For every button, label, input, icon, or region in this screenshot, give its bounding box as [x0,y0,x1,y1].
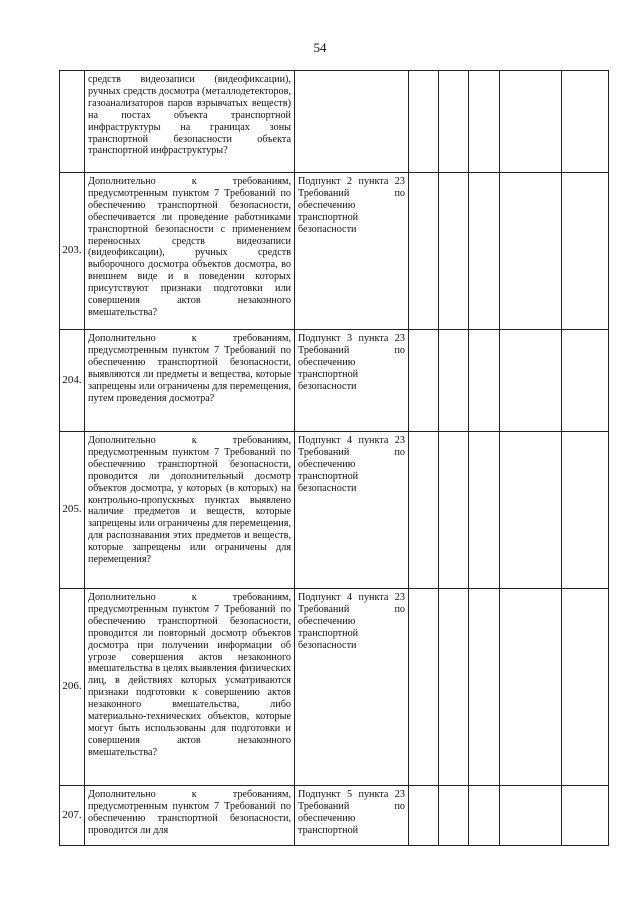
answer-yes-cell[interactable] [409,432,439,589]
requirement-text: Дополнительно к требованиям, предусмотренным пунктом 7 Требований по обеспечению транспортной безопасности, обеспечивается ли проведение работниками транспортной безопасности с применением переносных средств видеозаписи (видеофиксации), ручных средств выборочного досмотра объектов досмотра, во внешнем виде и в поведении которых присутствуют признаки подготовки или совершения актов незаконного вмешательства? [85,173,295,330]
notes-cell[interactable] [500,786,562,846]
notes-cell[interactable] [500,71,562,173]
notes-cell[interactable] [500,432,562,589]
extra-cell[interactable] [562,786,609,846]
answer-na-cell[interactable] [469,330,500,432]
answer-na-cell[interactable] [469,589,500,786]
answer-no-cell[interactable] [439,589,469,786]
answer-yes-cell[interactable] [409,173,439,330]
answer-na-cell[interactable] [469,786,500,846]
checklist-table [59,70,609,846]
answer-yes-cell[interactable] [409,786,439,846]
answer-no-cell[interactable] [439,173,469,330]
extra-cell[interactable] [562,71,609,173]
requirement-text: Дополнительно к требованиям, предусмотренным пунктом 7 Требований по обеспечению транспортной безопасности, проводится ли повторный досмотр объектов досмотра при получении информации об угрозе совершения актов незаконного вмешательства в целях выявления физических лиц, в действиях которых усматриваются признаки подготовки к совершению актов незаконного вмешательства, либо материально-технических объектов, которые могут быть использованы для подготовки и совершения актов незаконного вмешательства? [85,589,295,786]
notes-cell[interactable] [500,589,562,786]
answer-no-cell[interactable] [439,330,469,432]
answer-yes-cell[interactable] [409,71,439,173]
table-row [60,173,609,330]
page-number: 54 [313,40,327,55]
notes-cell[interactable] [500,173,562,330]
row-number [60,71,85,173]
table-row [60,589,609,786]
norm-reference: Подпункт 3 пункта 23 Требований по обеспечению транспортной безопасности [295,330,409,432]
answer-no-cell[interactable] [439,432,469,589]
requirement-text: Дополнительно к требованиям, предусмотренным пунктом 7 Требований по обеспечению транспортной безопасности, выявляются ли предметы и вещества, которые запрещены или ограничены для перемещения, путем проведения досмотра? [85,330,295,432]
answer-no-cell[interactable] [439,71,469,173]
table-row [60,432,609,589]
answer-no-cell[interactable] [439,786,469,846]
row-number: 207. [60,786,85,846]
row-number: 205. [60,432,85,589]
answer-na-cell[interactable] [469,173,500,330]
table-row [60,71,609,173]
requirement-text: Дополнительно к требованиям, предусмотренным пунктом 7 Требований по обеспечению транспортной безопасности, проводится ли для [85,786,295,846]
extra-cell[interactable] [562,589,609,786]
norm-reference [295,71,409,173]
norm-reference: Подпункт 2 пункта 23 Требований по обеспечению транспортной безопасности [295,173,409,330]
row-number: 206. [60,589,85,786]
extra-cell[interactable] [562,432,609,589]
answer-na-cell[interactable] [469,432,500,589]
table-row [60,330,609,432]
row-number: 204. [60,330,85,432]
answer-yes-cell[interactable] [409,330,439,432]
requirement-text: Дополнительно к требованиям, предусмотренным пунктом 7 Требований по обеспечению транспортной безопасности, проводится ли дополнительный досмотр объектов досмотра, у которых (в которых) на контрольно-пропускных пунктах выявлено наличие предметов и веществ, которые запрещены или ограничены для перемещения, для распознавания этих предметов и веществ, которые запрещены или ограничены для перемещения? [85,432,295,589]
extra-cell[interactable] [562,330,609,432]
norm-reference: Подпункт 5 пункта 23 Требований по обеспечению транспортной [295,786,409,846]
row-number: 203. [60,173,85,330]
extra-cell[interactable] [562,173,609,330]
table-row [60,786,609,846]
norm-reference: Подпункт 4 пункта 23 Требований по обеспечению транспортной безопасности [295,432,409,589]
answer-yes-cell[interactable] [409,589,439,786]
answer-na-cell[interactable] [469,71,500,173]
norm-reference: Подпункт 4 пункта 23 Требований по обеспечению транспортной безопасности [295,589,409,786]
notes-cell[interactable] [500,330,562,432]
requirement-text: средств видеозаписи (видеофиксации), ручных средств досмотра (металлодетекторов, газоанализаторов паров взрывчатых веществ) на постах объекта транспортной инфраструктуры на границах зоны транспортной безопасности объекта транспортной инфраструктуры? [85,71,295,173]
